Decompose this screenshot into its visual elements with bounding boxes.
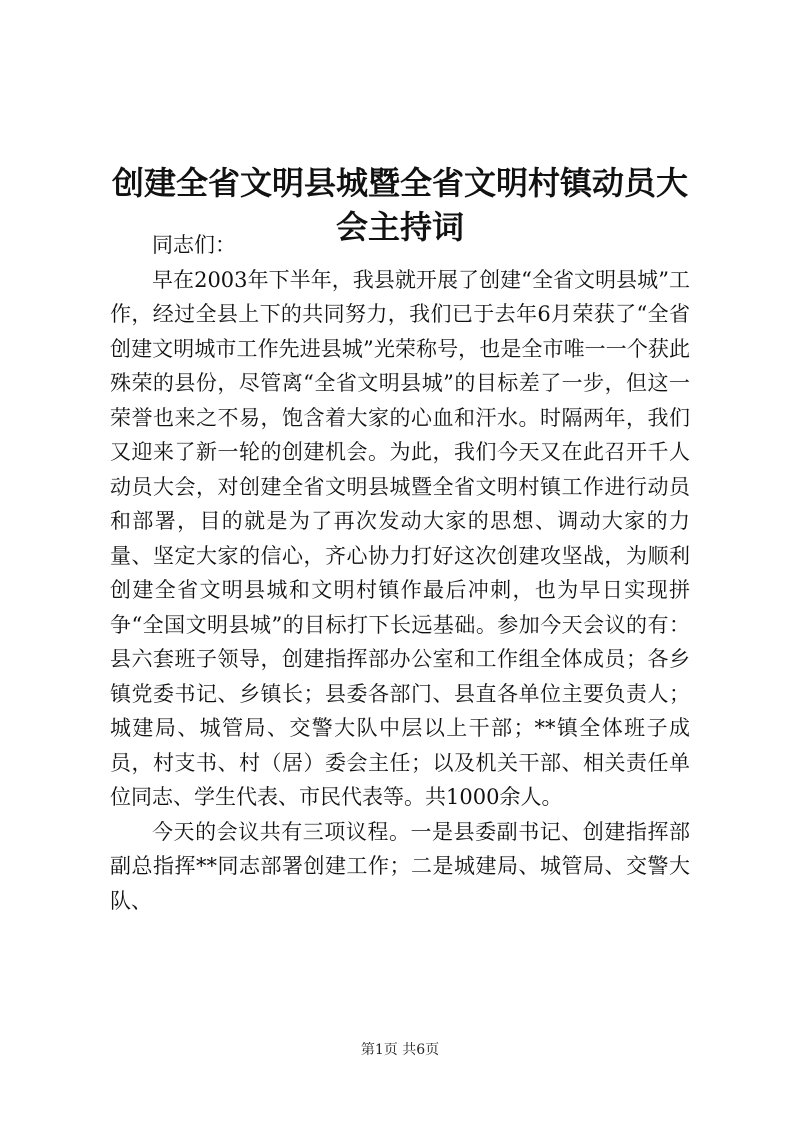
body-paragraph-1: 早在2003年下半年，我县就开展了创建“全省文明县城”工作，经过全县上下的共同努力，我们已于去年6月荣获了“全省创建文明城市工作先进县城”光荣称号，也是全市唯一一个获此殊荣的县份，尽管离“全省文明县城”的目标差了一步，但这一荣誉也来之不易，饱含着大家的心血和汗水。时隔两年，我们又迎来了新一轮的创建机会。为此，我们今天又在此召开千人动员大会，对创建全省文明县城暨全省文明村镇工作进行动员和部署，目的就是为了再次发动大家的思想、调动大家的力量、坚定大家的信心，齐心协力打好这次创建攻坚战，为顺利创建全省文明县城和文明村镇作最后冲刺，也为早日实现拼争“全国文明县城”的目标打下长远基础。参加今天会议的有：县六套班子领导，创建指挥部办公室和工作组全体成员；各乡镇党委书记、乡镇长；县委各部门、县直各单位主要负责人；城建局、城管局、交警大队中层以上干部；**镇全体班子成员，村支书、村（居）委会主任；以及机关干部、相关责任单位同志、学生代表、市民代表等。共1000余人。	[110, 267, 690, 809]
page-footer: 第1页 共6页	[360, 1042, 440, 1058]
salutation-paragraph: 同志们：	[152, 233, 236, 257]
document-body	[110, 228, 690, 918]
body-paragraph-2: 今天的会议共有三项议程。一是县委副书记、创建指挥部副总指挥**同志部署创建工作；二是城建局、城管局、交警大队、	[110, 819, 690, 913]
document-title: 创建全省文明县城暨全省文明村镇动员大会主持词	[111, 164, 688, 247]
